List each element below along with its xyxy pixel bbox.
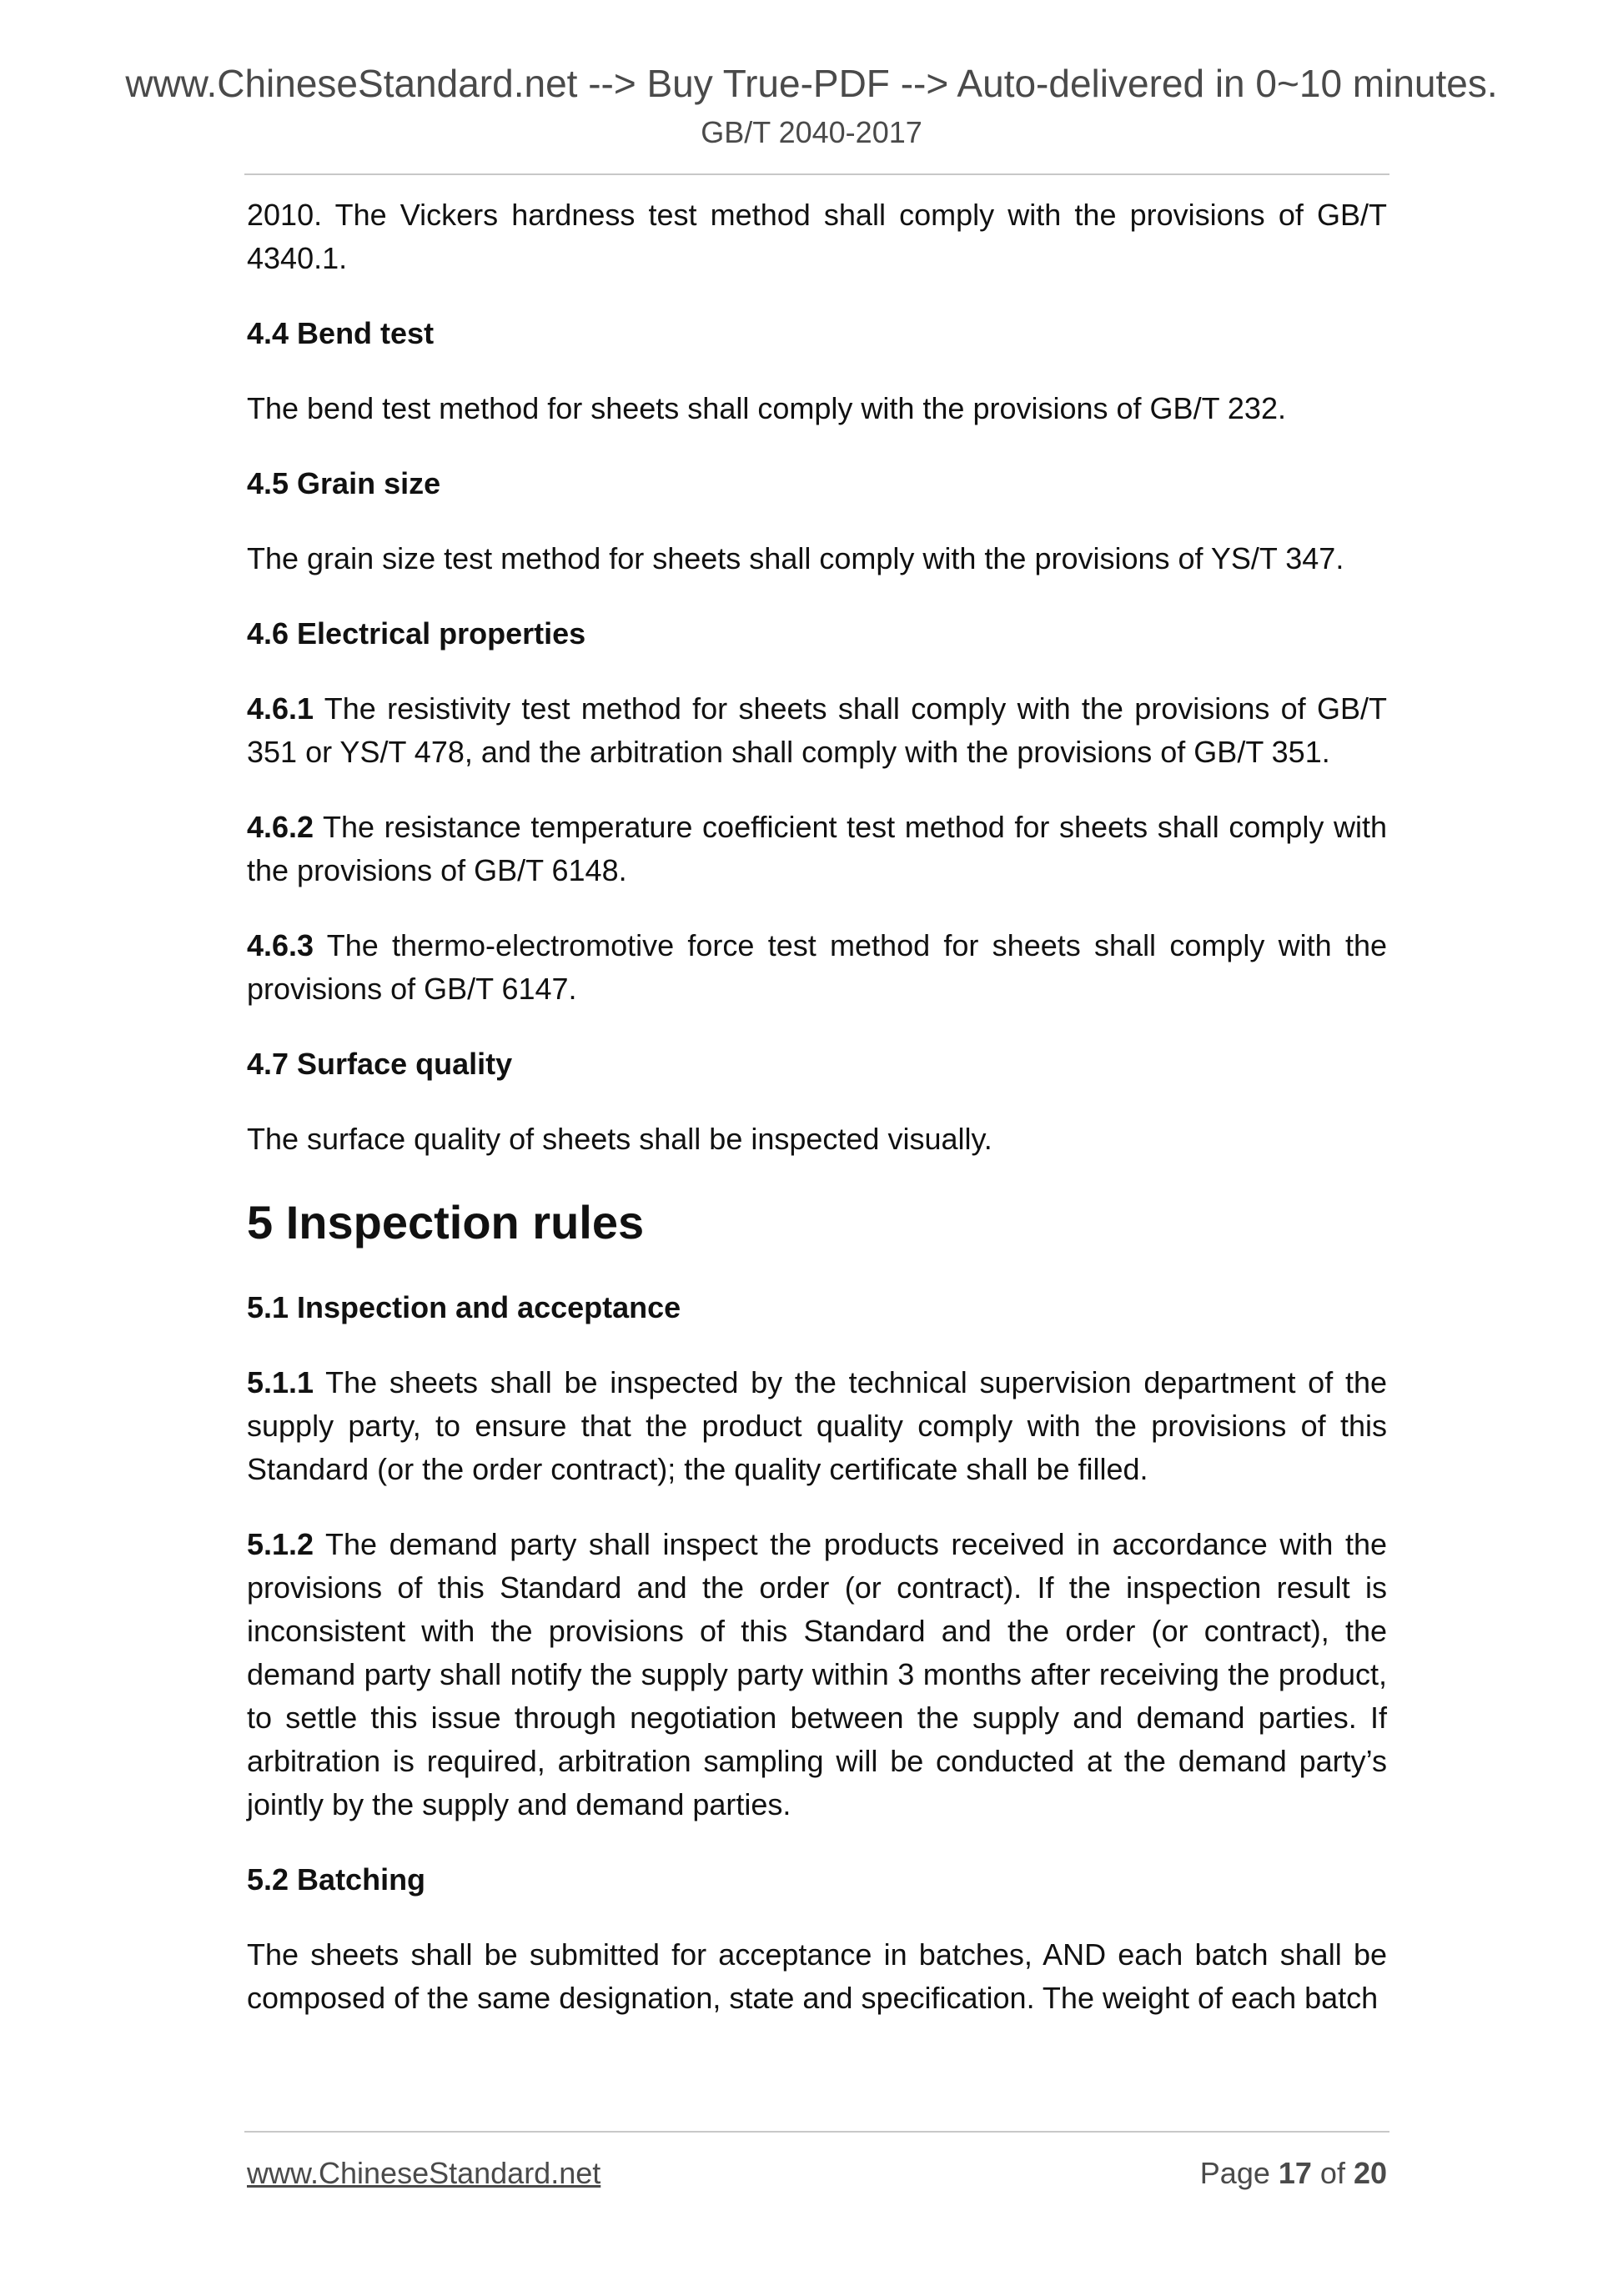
footer-website-link[interactable]: www.ChineseStandard.net (247, 2156, 601, 2190)
standard-number: GB/T 2040-2017 (701, 115, 922, 149)
total-pages-number: 20 (1353, 2156, 1387, 2190)
section-5-2-text: The sheets shall be submitted for acceptance in batches, AND each batch shall be composed of the same designation, state and specification. The weight of each batch (247, 1937, 1387, 2015)
section-4-4-heading: 4.4 Bend test (247, 316, 435, 350)
section-5-2-heading: 5.2 Batching (247, 1862, 426, 1897)
current-page-number: 17 (1278, 2156, 1312, 2190)
clause-text: The thermo-electromotive force test method for sheets shall comply with the provisions of GB/T 6147. (247, 928, 1387, 1006)
clause-4-6-1 (247, 687, 1387, 774)
chapter-5-heading: 5 Inspection rules (247, 1196, 645, 1248)
page-indicator (1200, 2152, 1387, 2195)
clause-4-6-2 (247, 806, 1387, 892)
clause-5-1-1 (247, 1361, 1387, 1491)
paragraph-continuation: 2010. The Vickers hardness test method shall comply with the provisions of GB/T 4340.1. (247, 198, 1387, 275)
clause-number: 4.6.2 (247, 810, 314, 844)
section-4-7-text: The surface quality of sheets shall be inspected visually. (247, 1122, 992, 1156)
header-banner[interactable]: www.ChineseStandard.net --> Buy True-PDF --> Auto-delivered in 0~10 minutes. (125, 62, 1498, 105)
clause-number: 4.6.1 (247, 691, 314, 726)
footer-divider (244, 2131, 1389, 2133)
clause-text: The sheets shall be inspected by the technical supervision department of the supply party, to ensure that the product quality comply with the provisions of this Standard (or the order contract); the quality certificate shall be filled. (247, 1365, 1387, 1486)
document-body (247, 193, 1387, 2052)
section-4-7-heading: 4.7 Surface quality (247, 1047, 513, 1081)
section-4-5-text: The grain size test method for sheets shall comply with the provisions of YS/T 347. (247, 541, 1344, 575)
page-prefix: Page (1199, 2156, 1279, 2190)
clause-number: 4.6.3 (247, 928, 314, 962)
header-divider (244, 173, 1389, 175)
clause-number: 5.1.2 (247, 1527, 314, 1561)
page-of: of (1311, 2156, 1354, 2190)
section-4-5-heading: 4.5 Grain size (247, 466, 441, 500)
section-4-6-heading: 4.6 Electrical properties (247, 616, 586, 651)
section-5-1-heading: 5.1 Inspection and acceptance (247, 1290, 681, 1324)
clause-text: The resistivity test method for sheets shall comply with the provisions of GB/T 351 or YS/T 478, and the arbitration shall comply with the provisions of GB/T 351. (247, 691, 1387, 769)
clause-text: The demand party shall inspect the products received in accordance with the provisions of this Standard and the order (or contract). If the inspection result is inconsistent with the provisions of this Standard and the order (or contract), the demand party shall notify the supply party within 3 months after receiving the product, to settle this issue through negotiation between the supply and demand parties. If arbitration is required, arbitration sampling will be conducted at the demand party’s jointly by the supply and demand parties. (247, 1527, 1387, 1821)
section-4-4-text: The bend test method for sheets shall comply with the provisions of GB/T 232. (247, 391, 1286, 425)
page-header (0, 58, 1623, 153)
clause-text: The resistance temperature coefficient test method for sheets shall comply with the provisions of GB/T 6148. (247, 810, 1387, 887)
clause-5-1-2 (247, 1523, 1387, 1826)
clause-number: 5.1.1 (247, 1365, 314, 1399)
clause-4-6-3 (247, 924, 1387, 1011)
